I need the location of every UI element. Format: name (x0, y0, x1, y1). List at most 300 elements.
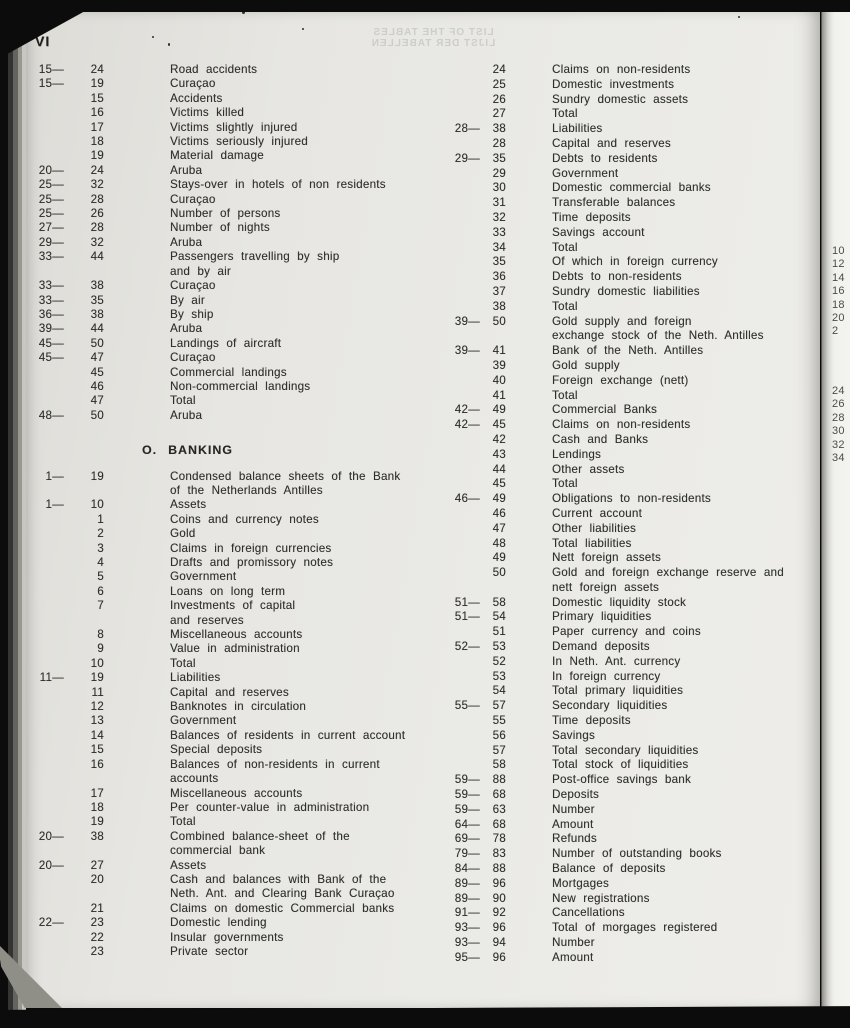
entry-label-line: Total (170, 394, 196, 408)
entry-label (170, 671, 220, 685)
entry-range-start: 25— (38, 178, 64, 192)
entry-range-end: 8 (97, 628, 104, 642)
index-entry (30, 657, 405, 671)
entry-range-end: 19 (90, 671, 104, 685)
entry-range-end: 50 (90, 336, 104, 350)
entry-label (552, 744, 698, 759)
entry-label-line: Amount (552, 950, 594, 964)
entry-range-end: 54 (492, 684, 506, 698)
entry-range-end: 23 (90, 944, 104, 958)
index-entry (30, 642, 405, 656)
index-entry (428, 522, 784, 537)
index-entry (30, 470, 405, 499)
index-entry (428, 93, 784, 108)
entry-label (170, 178, 386, 192)
entry-label-line: Number (552, 936, 595, 950)
entry-range-end: 88 (492, 862, 506, 876)
entry-label-line: Gold supply (552, 358, 620, 372)
page (26, 12, 820, 1008)
entry-label-line: Cash and Banks (552, 432, 649, 446)
entry-label-line: Demand deposits (552, 640, 650, 654)
entry-range-end: 27 (90, 858, 104, 872)
entry-label-line: Savings account (552, 225, 645, 239)
index-entry (30, 351, 405, 365)
entry-label (170, 686, 289, 700)
entry-label (170, 714, 236, 728)
entry-range-end: 57 (492, 743, 506, 757)
index-entry (30, 743, 405, 757)
entry-label-line: Nett foreign assets (552, 551, 662, 565)
index-entry (428, 285, 784, 300)
entry-label-line: exchange stock of the Neth. Antilles (552, 329, 764, 343)
index-entry (30, 178, 405, 192)
index-entry (30, 498, 405, 512)
index-entry (30, 830, 405, 859)
index-entry (30, 873, 405, 902)
entry-label (170, 470, 400, 499)
index-entry (428, 152, 784, 167)
entry-range-start: 39— (454, 314, 480, 328)
index-entry (30, 556, 405, 570)
entry-label-line: Liabilities (552, 122, 603, 136)
entry-label (170, 77, 216, 91)
entry-label-line: Aruba (170, 235, 203, 249)
index-entry (428, 359, 784, 374)
entry-range-start: 46— (454, 492, 480, 506)
entry-label (552, 403, 657, 418)
entry-label-line: Other liabilities (552, 521, 637, 535)
index-entry (428, 507, 784, 522)
entry-range-end: 45 (492, 418, 506, 432)
entry-label-line: Loans on long term (170, 584, 286, 598)
index-column-right (428, 63, 784, 966)
index-entry (30, 700, 405, 714)
entry-label-line: Claims on non-residents (552, 418, 691, 432)
entry-label-line: By air (170, 293, 205, 307)
entry-label-line: Commercial Banks (552, 403, 658, 417)
entry-label (552, 537, 632, 552)
entry-label (552, 152, 658, 167)
column-gap (30, 423, 405, 443)
entry-range-end: 35 (492, 255, 506, 269)
entry-label-line: Sundry domestic assets (552, 92, 689, 106)
entry-range-end: 10 (90, 656, 104, 670)
entry-range-end: 28 (492, 136, 506, 150)
entry-label (170, 758, 380, 787)
entry-range-end: 21 (90, 901, 104, 915)
entry-range-end: 32 (90, 178, 104, 192)
index-entry (30, 394, 405, 408)
entry-label-line: Total secondary liquidities (552, 743, 699, 757)
entry-range-end: 83 (492, 847, 506, 861)
entry-range-start: 42— (454, 403, 480, 417)
index-entry (30, 916, 405, 930)
entry-label (170, 106, 244, 120)
entry-label-line: Stays-over in hotels of non residents (170, 178, 386, 192)
entry-label-line: Balances of residents in current account (170, 728, 406, 742)
entry-label (552, 714, 631, 729)
entry-label (552, 951, 593, 966)
entry-label-line: Curaçao (170, 192, 216, 206)
entry-label-line: Time deposits (552, 210, 631, 224)
entry-range-start: 29— (38, 235, 64, 249)
entry-range-end: 47 (492, 521, 506, 535)
index-entry (30, 366, 405, 380)
entry-label (170, 570, 236, 584)
next-page-number: 30 (832, 425, 845, 438)
entry-range-start: 42— (454, 418, 480, 432)
entry-label-line: Liabilities (170, 671, 221, 685)
index-entry (30, 279, 405, 293)
entry-label (170, 642, 300, 656)
index-entry (30, 409, 405, 423)
entry-label (552, 596, 686, 611)
entry-range-start: 36— (38, 307, 64, 321)
entry-range-end: 57 (492, 699, 506, 713)
entry-label-line: Post-office savings bank (552, 773, 692, 787)
entry-label (170, 308, 214, 322)
index-entry (428, 551, 784, 566)
entry-label (552, 655, 680, 670)
entry-range-end: 38 (492, 122, 506, 136)
entry-label-line: Savings (552, 728, 595, 742)
index-entry (428, 566, 784, 596)
entry-range-end: 46 (492, 506, 506, 520)
entry-label (552, 862, 666, 877)
index-entry (428, 418, 784, 433)
index-entry (428, 477, 784, 492)
entry-range-end: 50 (492, 566, 506, 580)
entry-range-end: 41 (492, 388, 506, 402)
index-entry (428, 63, 784, 78)
index-entry (428, 670, 784, 685)
entry-label (552, 921, 717, 936)
index-entry (30, 221, 405, 235)
index-entry (30, 149, 405, 163)
index-entry (428, 921, 784, 936)
entry-label-line: Miscellaneous accounts (170, 628, 303, 642)
entry-range-end: 38 (90, 829, 104, 843)
entry-label-line: Victims killed (170, 106, 245, 120)
entry-label (170, 859, 206, 873)
entry-label (552, 137, 671, 152)
entry-range-start: 11— (39, 671, 64, 685)
next-page-number: 20 (832, 312, 845, 325)
entry-label (552, 107, 578, 122)
entry-label-line: By ship (170, 307, 214, 321)
entry-range-start: 51— (454, 595, 480, 609)
index-entry (30, 542, 405, 556)
next-page-number: 34 (832, 452, 845, 465)
entry-label (170, 164, 202, 178)
entry-label-line: Total (170, 815, 196, 829)
entry-range-end: 30 (492, 181, 506, 195)
entry-label (552, 670, 660, 685)
entry-label (552, 285, 700, 300)
entry-label (170, 743, 262, 757)
entry-range-start: 28— (454, 122, 480, 136)
entry-label-line: Total (552, 240, 578, 254)
entry-range-end: 13 (90, 714, 104, 728)
entry-label-line: Claims in foreign currencies (170, 541, 332, 555)
entry-range-end: 47 (90, 394, 104, 408)
entry-label-line: nett foreign assets (552, 580, 660, 594)
entry-range-end: 26 (492, 92, 506, 106)
index-entry (428, 877, 784, 892)
entry-label (552, 936, 595, 951)
entry-label-line: and by air (170, 264, 232, 278)
entry-range-start: 15— (38, 63, 64, 76)
entry-range-end: 38 (492, 299, 506, 313)
index-entry (30, 599, 405, 628)
entry-range-end: 53 (492, 669, 506, 683)
index-entry (30, 164, 405, 178)
entry-range-end: 16 (90, 106, 104, 120)
entry-label (552, 877, 609, 892)
entry-label-line: Government (170, 570, 237, 584)
entry-label-line: Number of persons (170, 207, 281, 221)
entry-range-end: 35 (492, 151, 506, 165)
entry-label-line: Coins and currency notes (170, 512, 319, 526)
index-entry (30, 63, 405, 77)
entry-range-end: 9 (97, 642, 104, 656)
entry-label (170, 409, 202, 423)
entry-label (552, 181, 711, 196)
index-entry (428, 433, 784, 448)
entry-label-line: Lendings (552, 447, 602, 461)
entry-label (552, 610, 651, 625)
entry-label-line: Capital and reserves (552, 136, 671, 150)
index-entry (428, 374, 784, 389)
entry-range-end: 49 (492, 403, 506, 417)
index-entry (30, 380, 405, 394)
next-page-numbers (832, 245, 845, 339)
entry-label-line: Banknotes in circulation (170, 700, 307, 714)
entry-label (170, 149, 264, 163)
index-entry (428, 906, 784, 921)
entry-range-start: 59— (454, 773, 480, 787)
entry-label (552, 699, 667, 714)
entry-range-end: 45 (492, 477, 506, 491)
entry-label (170, 830, 350, 859)
next-page-numbers (832, 385, 845, 465)
entry-range-end: 56 (492, 728, 506, 742)
entry-range-end: 46 (90, 379, 104, 393)
entry-range-start: 39— (38, 322, 64, 336)
entry-label (552, 418, 690, 433)
index-entry (428, 655, 784, 670)
index-entry (428, 832, 784, 847)
entry-range-end: 19 (90, 77, 104, 91)
index-entry (428, 389, 784, 404)
entry-label-line: Investments of capital (170, 599, 296, 613)
entry-label (552, 63, 690, 78)
scan-bottom-border (0, 1006, 850, 1028)
index-entry (30, 714, 405, 728)
entry-label-line: Gold and foreign exchange reserve and (552, 566, 784, 580)
index-column-left (30, 63, 405, 959)
index-entry (30, 527, 405, 541)
entry-label-line: Government (552, 166, 619, 180)
entry-label-line: Aruba (170, 163, 203, 177)
entry-range-start: 59— (454, 802, 480, 816)
index-entry (30, 729, 405, 743)
entry-range-end: 19 (90, 149, 104, 163)
entry-range-end: 29 (492, 166, 506, 180)
entry-range-start: 29— (454, 151, 480, 165)
entry-label-line: Foreign exchange (nett) (552, 373, 689, 387)
entry-range-end: 25 (492, 77, 506, 91)
entry-label (552, 758, 688, 773)
entry-range-end: 45 (90, 365, 104, 379)
index-entry (428, 211, 784, 226)
entry-range-end: 17 (90, 786, 104, 800)
index-entry (428, 625, 784, 640)
entry-label (170, 92, 223, 106)
entry-label (552, 241, 578, 256)
entry-label-line: Curaçao (170, 279, 216, 293)
entry-label-line: Special deposits (170, 743, 263, 757)
entry-label-line: Total primary liquidities (552, 684, 684, 698)
entry-label (552, 300, 578, 315)
entry-range-start: 25— (38, 207, 64, 221)
next-page-number: 12 (832, 258, 845, 271)
entry-range-end: 24 (90, 63, 104, 76)
index-entry (428, 951, 784, 966)
entry-label-line: Per counter-value in administration (170, 800, 370, 814)
dust-speck (152, 36, 154, 38)
entry-range-start: 89— (454, 876, 480, 890)
entry-label (552, 78, 674, 93)
index-entry (428, 196, 784, 211)
entry-label (170, 945, 248, 959)
entry-label (170, 599, 295, 628)
entry-label (552, 729, 595, 744)
entry-label (170, 916, 267, 930)
entry-range-end: 32 (492, 210, 506, 224)
index-entry (30, 945, 405, 959)
entry-range-end: 92 (492, 906, 506, 920)
next-page-number: 2 (832, 325, 839, 338)
index-entry (30, 902, 405, 916)
index-entry (428, 758, 784, 773)
entry-label (170, 380, 310, 394)
entry-label (552, 832, 597, 847)
entry-range-end: 4 (97, 556, 104, 569)
entry-label (552, 492, 711, 507)
column-gap (30, 458, 405, 470)
entry-range-end: 58 (492, 758, 506, 772)
index-entry (30, 193, 405, 207)
entry-range-start: 64— (454, 817, 480, 831)
entry-label-line: Drafts and promissory notes (170, 556, 334, 569)
next-page-number: 14 (832, 271, 845, 284)
entry-label (170, 628, 302, 642)
book-left-edge (0, 0, 8, 1028)
entry-label (170, 250, 339, 279)
index-entry (428, 78, 784, 93)
entry-label (552, 906, 625, 921)
index-entry (30, 135, 405, 149)
entry-label (552, 773, 691, 788)
entry-label (552, 344, 703, 359)
entry-range-end: 78 (492, 832, 506, 846)
entry-range-start: 45— (38, 336, 64, 350)
entry-label-line: Domestic lending (170, 916, 267, 930)
entry-range-end: 44 (90, 250, 104, 264)
index-entry (30, 931, 405, 945)
entry-label (170, 801, 369, 815)
entry-label-line: Private sector (170, 944, 249, 958)
dust-speck (302, 28, 304, 30)
entry-label-line: Total stock of liquidities (552, 758, 689, 772)
entry-range-end: 28 (90, 192, 104, 206)
entry-range-end: 44 (90, 322, 104, 336)
entry-range-end: 17 (90, 120, 104, 134)
index-entry (428, 226, 784, 241)
index-entry (428, 892, 784, 907)
entry-range-end: 24 (492, 63, 506, 76)
entry-label (552, 625, 701, 640)
entry-label (170, 542, 331, 556)
index-entry (428, 403, 784, 418)
entry-label (552, 522, 636, 537)
entry-label-line: Total (170, 656, 196, 670)
entry-range-end: 39 (492, 358, 506, 372)
index-entry (428, 344, 784, 359)
entry-range-start: 93— (454, 921, 480, 935)
entry-label-line: Road accidents (170, 63, 258, 76)
entry-range-end: 53 (492, 640, 506, 654)
entry-label-line: Aruba (170, 322, 203, 336)
index-entry (30, 570, 405, 584)
entry-label-line: Debts to non-residents (552, 270, 682, 284)
index-entry (428, 862, 784, 877)
next-page-sliver (821, 9, 850, 1010)
entry-label (170, 556, 333, 570)
entry-range-end: 52 (492, 654, 506, 668)
entry-label (170, 207, 280, 221)
entry-range-end: 28 (90, 221, 104, 235)
entry-label (170, 322, 202, 336)
entry-range-end: 51 (492, 625, 506, 639)
entry-range-end: 36 (492, 270, 506, 284)
entry-range-start: 27— (38, 221, 64, 235)
entry-label-line: Landings of aircraft (170, 336, 282, 350)
entry-range-start: 33— (38, 250, 64, 264)
entry-label-line: Number (552, 802, 595, 816)
entry-label (170, 366, 287, 380)
entry-range-end: 18 (90, 135, 104, 149)
entry-range-end: 94 (492, 936, 506, 950)
entry-label (552, 255, 718, 270)
entry-range-end: 68 (492, 817, 506, 831)
entry-label-line: Balance of deposits (552, 862, 666, 876)
index-entry (30, 77, 405, 91)
entry-label-line: Government (170, 714, 237, 728)
show-through-header (348, 27, 518, 49)
index-entry (428, 448, 784, 463)
index-entry (428, 255, 784, 270)
entry-label-line: and reserves (170, 613, 244, 627)
entry-label (552, 315, 764, 345)
entry-label (552, 803, 595, 818)
entry-label (552, 892, 650, 907)
next-page-number: 24 (832, 385, 845, 397)
entry-label-line: Of which in foreign currency (552, 255, 718, 269)
entry-range-start: 20— (38, 163, 64, 177)
entry-range-end: 96 (492, 921, 506, 935)
